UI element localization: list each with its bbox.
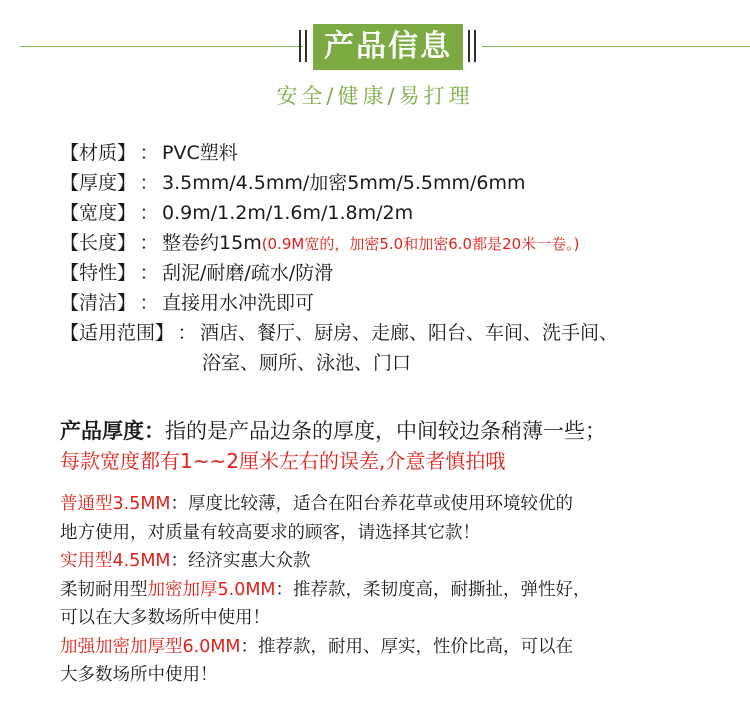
model-desc: ：推荐款，柔韧度高，耐撕扯，弹性好， — [275, 579, 591, 600]
spec-separator: ： — [139, 262, 159, 284]
model-item — [60, 633, 740, 662]
spec-value: 酒店、餐厅、厨房、走廊、阳台、车间、洗手间、 — [200, 322, 619, 344]
spec-value: 直接用水冲洗即可 — [162, 292, 315, 314]
model-desc: ：经济实惠大众款 — [170, 551, 311, 571]
thickness-note — [60, 416, 750, 476]
spec-separator: ： — [139, 232, 159, 254]
spec-value: 0.9m/1.2m/1.6m/1.8m/2m — [162, 202, 414, 224]
spec-length-note: (0.9M宽的，加密5.0和加密6.0都是20米一卷。) — [261, 235, 580, 253]
model-item — [60, 490, 740, 519]
model-continuation: 地方使用，对质量有较高要求的顾客，请选择其它款！ — [60, 522, 480, 543]
spec-value: 刮泥/耐磨/疏水/防滑 — [162, 262, 334, 284]
spec-item-cleaning — [60, 288, 740, 318]
model-name: 加密加厚5.0MM — [147, 579, 276, 600]
model-list — [60, 490, 740, 690]
model-item — [60, 547, 740, 576]
spec-label: 【适用范围】 — [60, 322, 175, 344]
spec-item-width — [60, 198, 740, 228]
thickness-text: 指的是产品边条的厚度，中间较边条稍薄一些； — [165, 419, 606, 443]
spec-separator: ： — [139, 142, 159, 164]
header-ornament — [305, 30, 307, 62]
spec-item-usage — [60, 318, 740, 348]
spec-list — [60, 138, 740, 378]
spec-label: 【宽度】 — [60, 202, 137, 224]
spec-value: PVC塑料 — [162, 142, 238, 164]
spec-item-length — [60, 228, 740, 258]
spec-item-material — [60, 138, 740, 168]
spec-value: 整卷约15m — [162, 232, 262, 254]
spec-separator: ： — [177, 322, 197, 344]
spec-value: 3.5mm/4.5mm/加密5mm/5.5mm/6mm — [162, 172, 526, 194]
spec-item-features — [60, 258, 740, 288]
header-ornament — [468, 30, 470, 62]
tolerance-warning: 每款宽度都有1~~2厘米左右的误差,介意者慎拍哦 — [60, 449, 506, 473]
thickness-heading: 产品厚度： — [60, 419, 165, 443]
spec-separator: ： — [139, 202, 159, 224]
spec-item-thickness — [60, 168, 740, 198]
spec-separator: ： — [139, 172, 159, 194]
spec-label: 【清洁】 — [60, 292, 137, 314]
header-divider-right — [482, 46, 750, 47]
section-subtitle: 安全/健康/易打理 — [276, 84, 474, 108]
header-ornament — [474, 30, 476, 62]
header-divider-left — [20, 46, 303, 47]
model-continuation: 大多数场所中使用！ — [60, 665, 218, 685]
spec-label: 【厚度】 — [60, 172, 137, 194]
model-name: 加强加密加厚型6.0MM — [60, 636, 241, 657]
model-name: 实用型4.5MM — [60, 551, 171, 571]
model-prefix: 柔韧耐用型 — [60, 579, 148, 600]
spec-label: 【特性】 — [60, 262, 137, 284]
model-desc: ：厚度比较薄，适合在阳台养花草或使用环境较优的 — [170, 494, 574, 514]
thickness-line — [60, 416, 750, 446]
model-item — [60, 576, 740, 605]
section-title: 产品信息 — [313, 24, 463, 70]
spec-separator: ： — [139, 292, 159, 314]
model-name: 普通型3.5MM — [60, 494, 171, 514]
header-ornament — [299, 30, 301, 62]
spec-usage-continuation: 浴室、厕所、泳池、门口 — [202, 352, 412, 374]
model-continuation: 可以在大多数场所中使用！ — [60, 608, 270, 628]
model-desc: ：推荐款，耐用、厚实，性价比高，可以在 — [240, 636, 574, 657]
section-header — [0, 0, 750, 120]
spec-label: 【长度】 — [60, 232, 137, 254]
spec-label: 【材质】 — [60, 142, 137, 164]
